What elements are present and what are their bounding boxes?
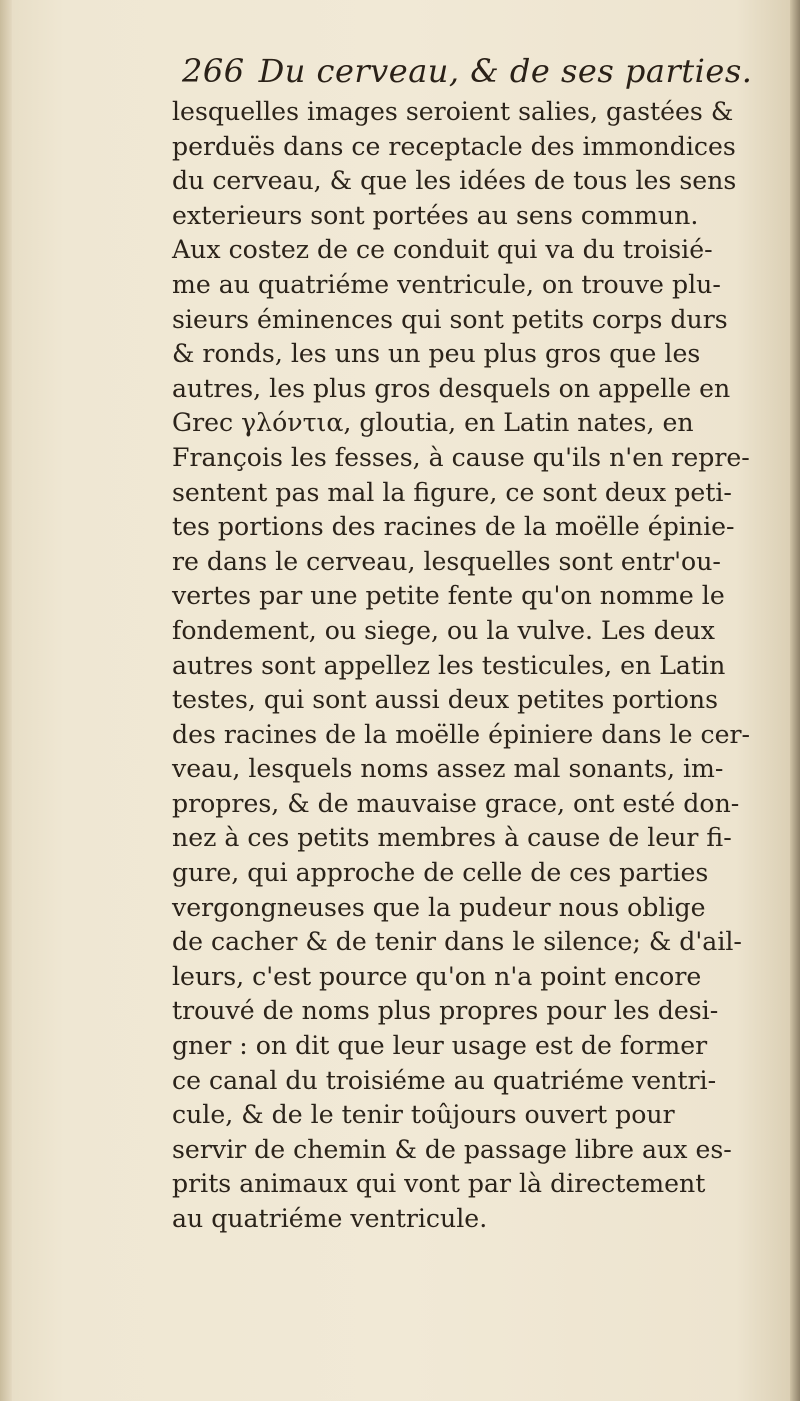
text-line: vertes par une petite fente qu'on nomme le bbox=[172, 581, 725, 612]
text-line: des racines de la moëlle épiniere dans le cer- bbox=[172, 719, 751, 750]
text-line: au quatriéme ventricule. bbox=[172, 1204, 488, 1234]
running-title: Du cerveau, & de ses parties. bbox=[258, 52, 753, 90]
text-line: fondement, ou siege, ou la vulve. Les deux bbox=[172, 615, 715, 646]
text-line: leurs, c'est pource qu'on n'a point encore bbox=[172, 961, 702, 992]
running-header bbox=[182, 52, 752, 90]
text-line: Aux costez de ce conduit qui va du troisié- bbox=[172, 235, 713, 266]
text-line: tes portions des racines de la moëlle épinie- bbox=[172, 512, 735, 543]
text-line: trouvé de noms plus propres pour les desi- bbox=[172, 996, 719, 1027]
text-line: perduës dans ce receptacle des immondices bbox=[172, 131, 736, 162]
text-line: nez à ces petits membres à cause de leur fi- bbox=[172, 823, 732, 854]
page-number: 266 bbox=[182, 52, 245, 90]
text-line: re dans le cerveau, lesquelles sont entr'ou- bbox=[172, 546, 721, 577]
text-line: ce canal du troisiéme au quatriéme ventri- bbox=[172, 1065, 717, 1096]
text-line: testes, qui sont aussi deux petites portions bbox=[172, 685, 719, 716]
text-line: propres, & de mauvaise grace, ont esté don- bbox=[172, 788, 740, 819]
text-line: du cerveau, & que les idées de tous les sens bbox=[172, 166, 737, 197]
text-line: gner : on dit que leur usage est de former bbox=[172, 1031, 708, 1062]
text-line: François les fesses, à cause qu'ils n'en repre- bbox=[172, 442, 750, 473]
text-line: vergongneuses que la pudeur nous oblige bbox=[172, 892, 706, 923]
text-line: cule, & de le tenir toûjours ouvert pour bbox=[172, 1100, 675, 1131]
text-line: prits animaux qui vont par là directement bbox=[172, 1169, 706, 1200]
text-line: veau, lesquels noms assez mal sonants, im- bbox=[172, 754, 724, 785]
text-line: de cacher & de tenir dans le silence; & d'ail- bbox=[172, 927, 742, 958]
text-line: exterieurs sont portées au sens commun. bbox=[172, 200, 699, 231]
body-text bbox=[172, 95, 792, 1237]
text-line: me au quatriéme ventricule, on trouve plu- bbox=[172, 269, 721, 300]
page-gutter-shadow bbox=[0, 0, 12, 1401]
text-line: gure, qui approche de celle de ces parties bbox=[172, 858, 709, 889]
text-line: sieurs éminences qui sont petits corps durs bbox=[172, 304, 728, 335]
text-line: Grec γλόντια, gloutia, en Latin nates, en bbox=[172, 408, 694, 439]
text-line: autres, les plus gros desquels on appelle en bbox=[172, 373, 731, 404]
text-line: autres sont appellez les testicules, en Latin bbox=[172, 650, 726, 681]
text-line: & ronds, les uns un peu plus gros que les bbox=[172, 339, 701, 370]
text-line: lesquelles images seroient salies, gastées & bbox=[172, 97, 734, 127]
text-line: servir de chemin & de passage libre aux es- bbox=[172, 1134, 732, 1165]
text-line: sentent pas mal la figure, ce sont deux peti- bbox=[172, 477, 732, 508]
